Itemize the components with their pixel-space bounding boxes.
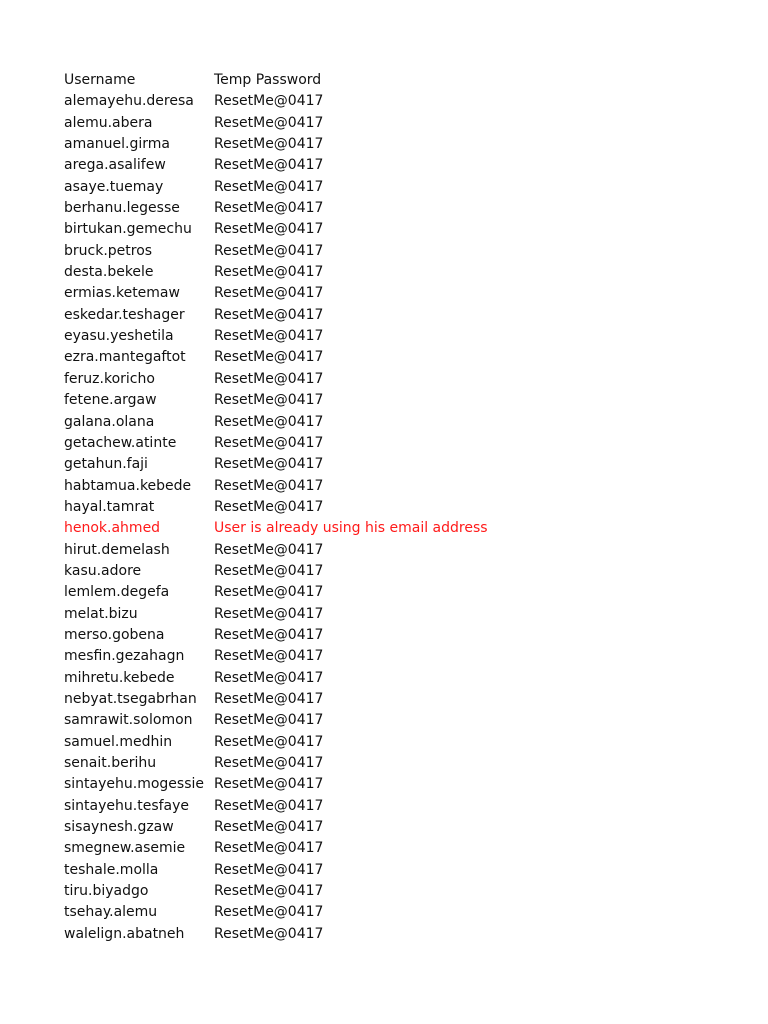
username-cell: sintayehu.tesfaye [64, 797, 190, 814]
table-row [64, 283, 634, 304]
table-row [64, 305, 634, 326]
credentials-table [64, 70, 634, 945]
temp-password-cell: ResetMe@0417 [214, 562, 324, 579]
table-row [64, 646, 634, 667]
username-cell: feruz.koricho [64, 370, 155, 387]
temp-password-cell: ResetMe@0417 [214, 285, 324, 302]
username-cell: eyasu.yeshetila [64, 328, 174, 345]
username-cell: arega.asalifew [64, 157, 166, 174]
temp-password-cell: ResetMe@0417 [214, 456, 324, 473]
table-row [64, 860, 634, 881]
temp-password-cell: ResetMe@0417 [214, 541, 324, 558]
table-row [64, 390, 634, 411]
temp-password-cell: ResetMe@0417 [214, 861, 324, 878]
username-cell: alemayehu.deresa [64, 93, 194, 110]
username-cell: ermias.ketemaw [64, 285, 180, 302]
username-cell: merso.gobena [64, 626, 165, 643]
temp-password-cell: ResetMe@0417 [214, 626, 324, 643]
table-row [64, 689, 634, 710]
table-row [64, 561, 634, 582]
table-row [64, 177, 634, 198]
username-cell: samrawit.solomon [64, 712, 193, 729]
table-row [64, 732, 634, 753]
temp-password-cell: ResetMe@0417 [214, 498, 324, 515]
table-row [64, 433, 634, 454]
table-row [64, 369, 634, 390]
username-cell: birtukan.gemechu [64, 221, 192, 238]
table-row [64, 497, 634, 518]
table-row [64, 113, 634, 134]
table-row [64, 582, 634, 603]
username-cell: walelign.abatneh [64, 925, 185, 942]
table-row [64, 198, 634, 219]
temp-password-cell: ResetMe@0417 [214, 242, 324, 259]
temp-password-cell: ResetMe@0417 [214, 925, 324, 942]
username-cell: getachew.atinte [64, 434, 177, 451]
table-row [64, 540, 634, 561]
username-cell: habtamua.kebede [64, 477, 192, 494]
temp-password-cell: ResetMe@0417 [214, 200, 324, 217]
username-cell: getahun.faji [64, 456, 148, 473]
table-row-error [64, 518, 634, 539]
username-cell: bruck.petros [64, 242, 153, 259]
table-row [64, 476, 634, 497]
temp-password-cell: ResetMe@0417 [214, 392, 324, 409]
table-row [64, 796, 634, 817]
username-cell: mesfin.gezahagn [64, 648, 185, 665]
username-cell: samuel.medhin [64, 733, 173, 750]
username-cell: smegnew.asemie [64, 840, 186, 857]
table-row [64, 219, 634, 240]
temp-password-cell: ResetMe@0417 [214, 477, 324, 494]
username-cell: berhanu.legesse [64, 200, 180, 217]
username-cell: tsehay.alemu [64, 904, 158, 921]
username-cell: eskedar.teshager [64, 306, 185, 323]
temp-password-cell: ResetMe@0417 [214, 904, 324, 921]
table-body [64, 91, 634, 945]
table-row [64, 924, 634, 945]
temp-password-cell: ResetMe@0417 [214, 733, 324, 750]
temp-password-column-header: Temp Password [214, 72, 322, 88]
username-cell: ezra.mantegaftot [64, 349, 186, 366]
table-row [64, 838, 634, 859]
temp-password-cell: ResetMe@0417 [214, 370, 324, 387]
username-cell: kasu.adore [64, 562, 142, 579]
username-cell: galana.olana [64, 413, 155, 430]
table-row [64, 753, 634, 774]
temp-password-cell: ResetMe@0417 [214, 755, 324, 771]
username-cell: asaye.tuemay [64, 178, 164, 195]
table-row [64, 412, 634, 433]
table-row [64, 774, 634, 795]
temp-password-cell: ResetMe@0417 [214, 797, 324, 814]
username-cell: hirut.demelash [64, 541, 170, 558]
temp-password-cell: ResetMe@0417 [214, 114, 324, 131]
username-cell: mihretu.kebede [64, 669, 175, 686]
temp-password-cell: ResetMe@0417 [214, 883, 324, 900]
temp-password-cell: ResetMe@0417 [214, 669, 324, 686]
temp-password-cell: ResetMe@0417 [214, 93, 324, 110]
table-row [64, 881, 634, 902]
username-cell: lemlem.degefa [64, 584, 170, 601]
username-cell: alemu.abera [64, 114, 153, 131]
table-row [64, 902, 634, 923]
table-row [64, 326, 634, 347]
table-header-row [64, 70, 634, 91]
table-row [64, 710, 634, 731]
table-row [64, 668, 634, 689]
username-cell: senait.berihu [64, 755, 157, 771]
table-row [64, 134, 634, 155]
username-cell: henok.ahmed [64, 520, 161, 537]
username-cell: hayal.tamrat [64, 498, 155, 515]
temp-password-cell: ResetMe@0417 [214, 328, 324, 345]
username-cell: amanuel.girma [64, 136, 170, 153]
temp-password-cell: ResetMe@0417 [214, 221, 324, 238]
temp-password-cell: ResetMe@0417 [214, 306, 324, 323]
username-cell: teshale.molla [64, 861, 159, 878]
temp-password-cell: ResetMe@0417 [214, 349, 324, 366]
table-row [64, 91, 634, 112]
table-row [64, 241, 634, 262]
temp-password-cell: ResetMe@0417 [214, 136, 324, 153]
table-row [64, 817, 634, 838]
username-cell: melat.bizu [64, 605, 138, 622]
temp-password-cell: ResetMe@0417 [214, 157, 324, 174]
temp-password-cell: ResetMe@0417 [214, 776, 324, 793]
temp-password-cell: ResetMe@0417 [214, 648, 324, 665]
temp-password-cell: ResetMe@0417 [214, 819, 324, 836]
temp-password-cell: ResetMe@0417 [214, 840, 324, 857]
table-row [64, 625, 634, 646]
username-cell: tiru.biyadgo [64, 883, 149, 900]
temp-password-cell: ResetMe@0417 [214, 584, 324, 601]
table-row [64, 155, 634, 176]
temp-password-cell: ResetMe@0417 [214, 178, 324, 195]
temp-password-cell: ResetMe@0417 [214, 434, 324, 451]
username-cell: sisaynesh.gzaw [64, 819, 174, 836]
temp-password-cell: ResetMe@0417 [214, 264, 324, 281]
error-message-cell: User is already using his email address [214, 520, 488, 537]
table-row [64, 604, 634, 625]
username-cell: desta.bekele [64, 264, 154, 281]
temp-password-cell: ResetMe@0417 [214, 605, 324, 622]
temp-password-cell: ResetMe@0417 [214, 413, 324, 430]
table-row [64, 262, 634, 283]
username-column-header: Username [64, 72, 136, 88]
username-cell: sintayehu.mogessie [64, 776, 205, 793]
username-cell: fetene.argaw [64, 392, 157, 409]
temp-password-cell: ResetMe@0417 [214, 690, 324, 707]
username-cell: nebyat.tsegabrhan [64, 690, 197, 707]
temp-password-cell: ResetMe@0417 [214, 712, 324, 729]
table-row [64, 454, 634, 475]
table-row [64, 347, 634, 368]
